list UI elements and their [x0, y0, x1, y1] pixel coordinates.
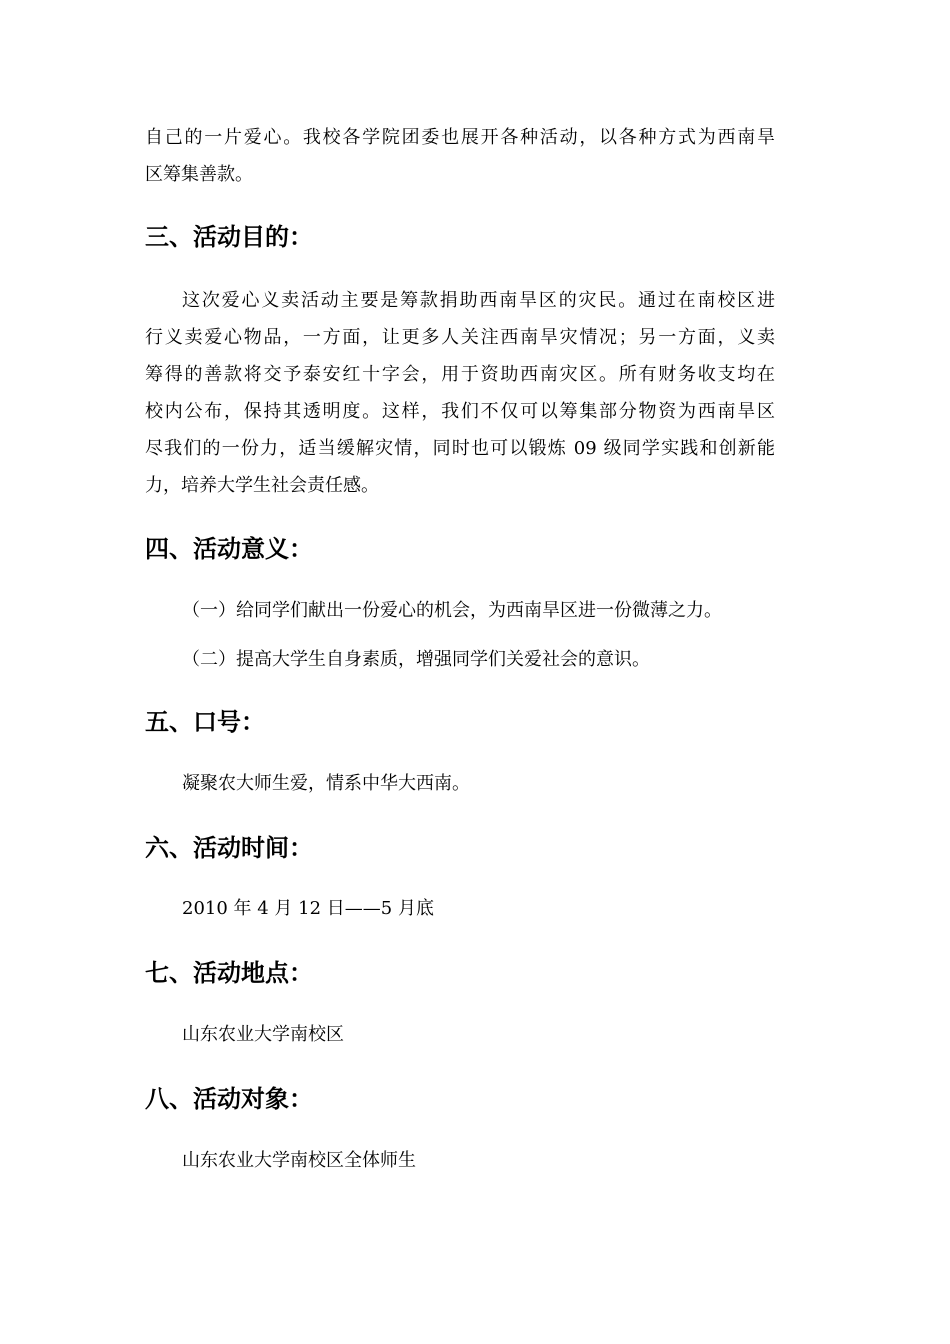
audience-text: 山东农业大学南校区全体师生 — [182, 1150, 416, 1171]
purpose-line: 行义卖爱心物品，一方面，让更多人关注西南旱灾情况；另一方面，义卖 — [145, 327, 775, 348]
time-text: 2010 年 4 月 12 日——5 月底 — [182, 898, 434, 919]
section-heading-significance: 四、活动意义： — [145, 535, 313, 563]
section-heading-location: 七、活动地点： — [145, 959, 313, 987]
purpose-line: 筹得的善款将交予泰安红十字会，用于资助西南灾区。所有财务收支均在 — [145, 364, 775, 385]
purpose-line: 力，培养大学生社会责任感。 — [145, 475, 379, 496]
section-heading-time: 六、活动时间： — [145, 834, 313, 862]
location-text: 山东农业大学南校区 — [182, 1024, 344, 1045]
purpose-line: 这次爱心义卖活动主要是筹款捐助西南旱区的灾民。通过在南校区进 — [182, 290, 775, 311]
purpose-line: 尽我们的一份力，适当缓解灾情，同时也可以锻炼 09 级同学实践和创新能 — [145, 438, 775, 459]
slogan-text: 凝聚农大师生爱，情系中华大西南。 — [182, 773, 470, 794]
significance-item-2: （二）提高大学生自身素质，增强同学们关爱社会的意识。 — [182, 649, 650, 670]
purpose-paragraph — [145, 282, 775, 504]
section-heading-audience: 八、活动对象： — [145, 1085, 313, 1113]
intro-line: 区筹集善款。 — [145, 164, 253, 185]
section-heading-slogan: 五、口号： — [145, 708, 265, 736]
purpose-line: 校内公布，保持其透明度。这样，我们不仅可以筹集部分物资为西南旱区 — [145, 401, 775, 422]
intro-paragraph — [145, 119, 775, 193]
significance-item-1: （一）给同学们献出一份爱心的机会，为西南旱区进一份微薄之力。 — [182, 600, 722, 621]
section-heading-purpose: 三、活动目的： — [145, 223, 313, 251]
intro-line: 自己的一片爱心。我校各学院团委也展开各种活动，以各种方式为西南旱 — [145, 127, 775, 148]
